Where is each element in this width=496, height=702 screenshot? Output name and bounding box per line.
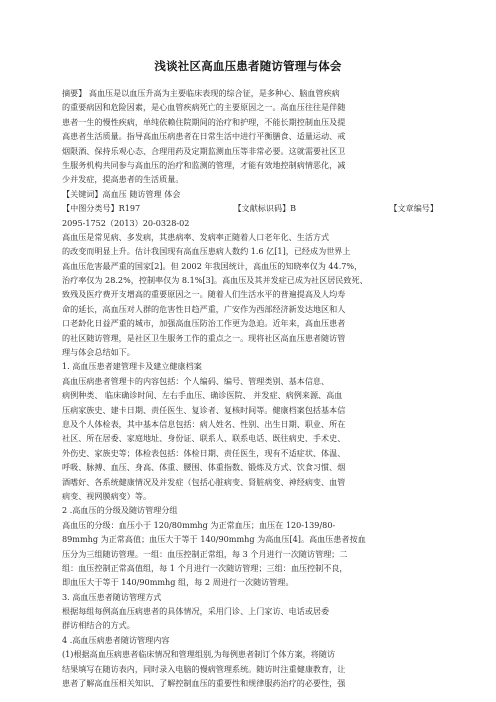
body-line: 结果填写在随访表内，同时录入电脑的慢病管理系统。随访时注重健康教育，让 [62,663,346,674]
body-line: 息及个人体检表，其中基本信息包括：病人姓名、性别、出生日期、职业、所在 [62,418,346,429]
body-line: 社区、所在居委、家庭地址、身份证、联系人、联系电话、既往病史、手术史、 [62,433,346,444]
body-line: 即血压大于等于 140/90mmhg 组，每 2 周进行一次随访管理。 [62,577,294,588]
keywords-line: 【关键词】高血压 随访管理 体会 [62,188,181,199]
document-code: 【文献标识码】B [233,203,297,214]
body-line: 压病家族史、建卡日期、责任医生、复诊者、复核时间等。健康档案包括基本信 [62,404,346,415]
section-heading: 3. 高血压患者随访管理方式 [62,591,162,602]
body-line: 治疗率仅为 28.2%，控制率仅为 8.1%[3]。高血压及其并发症已成为社区居民致死、 [62,275,368,286]
body-line: 呼吸、脉搏、血压、身高、体重、腰围、体重指数、锻炼及方式、饮食习惯、烟 [62,462,346,473]
abstract-line: 患者一生的慢性疾病，单纯依赖住院期间的治疗和护理，不能长期控制血压及提 [62,116,346,127]
main-text [62,230,438,691]
abstract-line: 生服务机构共同参与高血压的治疗和监测的管理，才能有效地控制病情恶化，减 [62,159,346,170]
body-line: 压分为三组随访管理。一组：血压控制正常组，每 3 个月进行一次随访管理；二 [62,548,348,559]
page-title: 浅谈社区高血压患者随访管理与体会 [154,59,342,73]
body-line: 根据每组每例高血压病患者的具体情况，采用门诊、上门家访、电话或居委 [62,606,330,617]
article-number-label: 【文章编号】 [389,203,438,214]
section-heading: 1. 高血压患者建管理卡及建立健康档案 [62,361,202,372]
body-line: 外伤史、家族史等；体检表包括：体检日期、责任医生，现有不适症状、体温、 [62,447,346,458]
metadata-line [62,201,438,215]
document-body [62,86,438,690]
abstract-line: 少并发症，提高患者的生活质量。 [62,174,184,185]
article-id: 2095-1752（2013）20-0328-02 [62,217,190,228]
abstract [62,86,438,187]
body-line: 病变、视网膜病变）等。 [62,490,152,501]
body-line: 病例种类、 临床确诊时间、左右手血压、确诊医院、 并发症、病例来源、高血 [62,390,343,401]
body-line: 高血压病患者管理卡的内容包括：个人编码、编号、管理类别、基本信息、 [62,375,330,386]
body-line: 命的延长，高血压对人群的危害性日趋严重，广安作为西部经济新发达地区和人 [62,303,346,314]
body-line: 高血压的分级：血压小于 120/80mmhg 为正常血压；血压在 120-139/80- [62,519,336,530]
body-line: 理与体会总结如下。 [62,347,135,358]
body-line: 高血压是常见病、多发病，其患病率、发病率正随着人口老年化、生活方式 [62,231,330,242]
body-line: 的社区随访管理，是社区卫生服务工作的重点之一。现将社区高血压患者随访管 [62,332,346,343]
body-line: 组：血压控制正常高值组，每 1 个月进行一次随访管理；三组：血压控制不良， [62,562,348,573]
body-line: 的改变而明显上升。估计我国现有高血压患病人数约 1.6 亿[1]，已经成为世界上 [62,246,351,257]
abstract-line: 摘要】 高血压是以血压升高为主要临床表现的综合征，是多种心、脑血管疾病 [62,88,340,98]
body-line: 患者了解高血压相关知识、了解控制血压的重要性和规律服药治疗的必要性，强 [62,678,346,689]
abstract-line: 的重要病因和危险因素，是心血管疾病死亡的主要原因之一。高血压往往是伴随 [62,102,346,113]
section-heading: 4 .高血压病患者随访管理内容 [62,634,170,645]
body-line: 酒嗜好、各系统健康情况及并发症（包括心脏病变、肾脏病变、神经病变、血管 [62,476,346,487]
body-line: 群访相结合的方式。 [62,620,135,631]
body-line: 致残及医疗费开支增高的重要原因之一。随着人们生活水平的普遍提高及人均寿 [62,289,346,300]
abstract-line: 烟限酒、保持乐观心态、合理用药及定期监测血压等非常必要。这就需要社区卫 [62,145,346,156]
body-line: 口老龄化日益严重的城市，加强高血压防治工作更为急迫。近年来，高血压患者 [62,318,346,329]
body-line: (1)根据高血压病患者临床情况和管理组别,为每例患者制订个体方案，将随访 [62,649,336,660]
clc-number: 【中图分类号】R197 [62,203,141,214]
section-heading: 2 .高血压的分级及随访管理分组 [62,505,178,516]
body-line: 89mmhg 为正常高值；血压大于等于 140/90mmhg 为高血压[4]。高血压患者按血 [62,534,366,545]
body-line: 高血压危害最严重的国家[2]。但 2002 年我国统计，高血压的知晓率仅为 44.7%， [62,260,363,271]
abstract-line: 高患者生活质量。指导高血压病患者在日常生活中进行平衡膳食、适量运动、戒 [62,131,346,142]
